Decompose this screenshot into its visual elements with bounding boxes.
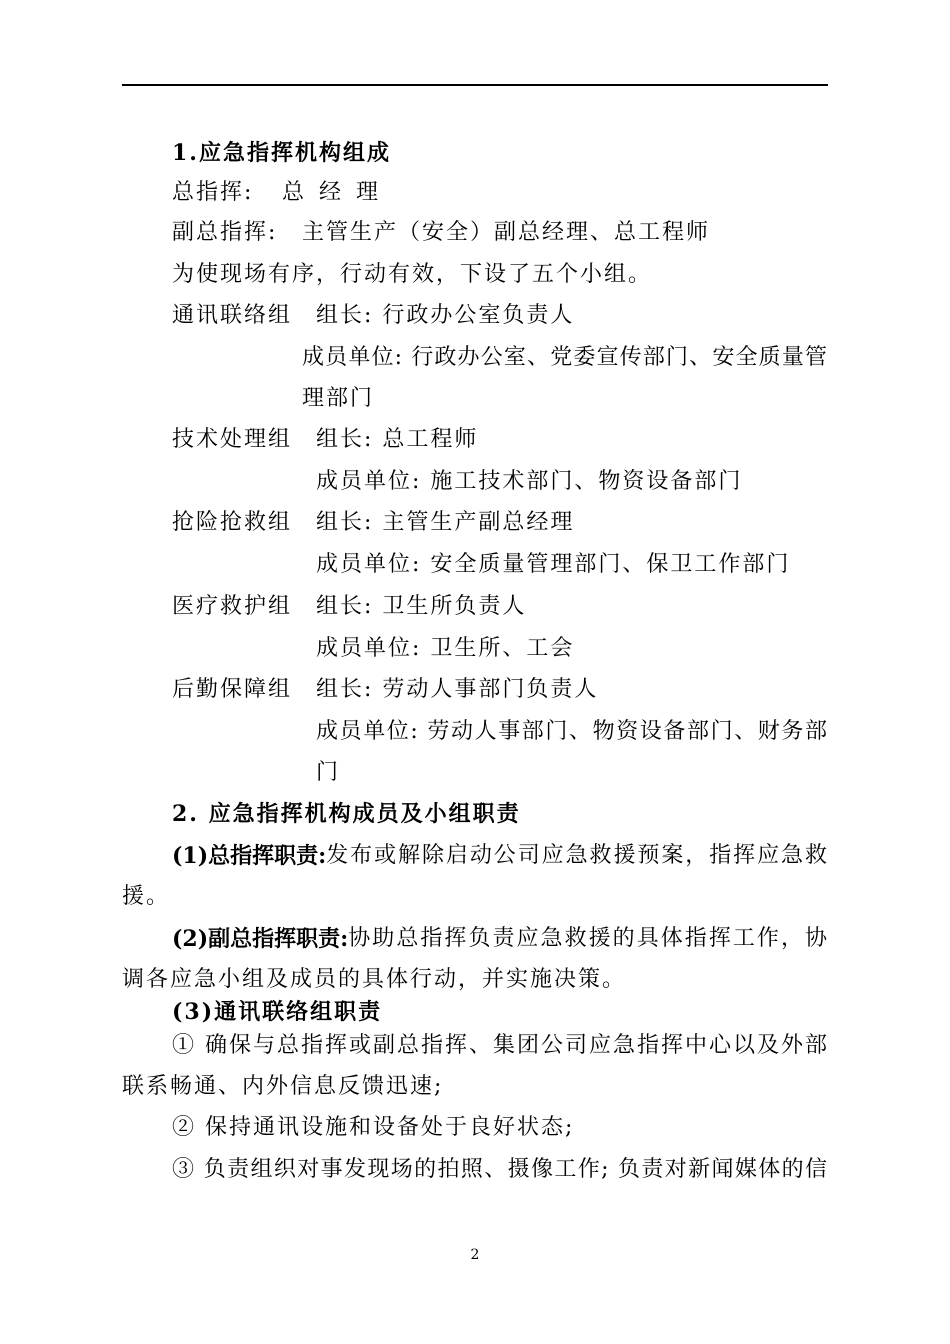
duty-item: ② 保持通讯设施和设备处于良好状态;	[172, 1115, 575, 1140]
subsection-heading: (3)通讯联络组职责	[172, 999, 383, 1025]
group-leader: 组长: 总工程师	[316, 427, 479, 452]
group-members: 成员单位: 卫生所、工会	[316, 636, 575, 661]
deputy-value: 主管生产（安全）副总经理、总工程师	[302, 220, 711, 245]
header-rule	[122, 84, 828, 86]
duty-text: 协助总指挥负责应急救援的具体指挥工作，协	[348, 926, 828, 951]
duty-item: ③ 负责组织对事发现场的拍照、摄像工作; 负责对新闻媒体的信	[172, 1157, 828, 1182]
group-name: 通讯联络组	[172, 303, 293, 328]
duty-label: (2)副总指挥职责:	[172, 926, 349, 952]
group-name: 技术处理组	[172, 427, 293, 452]
duty-item-continued: 联系畅通、内外信息反馈迅速;	[122, 1074, 444, 1099]
deputy-label: 副总指挥:	[172, 220, 278, 245]
group-name: 抢险抢救组	[172, 510, 293, 535]
section-heading: 2. 应急指挥机构成员及小组职责	[172, 801, 521, 827]
group-leader: 组长: 主管生产副总经理	[316, 510, 575, 535]
duty-paragraph	[172, 841, 828, 871]
group-name: 后勤保障组	[172, 677, 293, 702]
page-number: 2	[470, 1247, 480, 1263]
group-members: 成员单位: 安全质量管理部门、保卫工作部门	[316, 552, 791, 577]
duty-item: ① 确保与总指挥或副总指挥、集团公司应急指挥中心以及外部	[172, 1033, 828, 1058]
group-members: 成员单位: 行政办公室、党委宣传部门、安全质量管	[302, 345, 828, 370]
commander-label: 总指挥:	[172, 180, 254, 205]
duty-text-continued: 调各应急小组及成员的具体行动，并实施决策。	[122, 967, 627, 992]
duty-label: (1)总指挥职责:	[172, 843, 327, 869]
section-heading: 1.应急指挥机构组成	[172, 140, 391, 166]
duty-text-continued: 援。	[122, 884, 171, 909]
group-leader: 组长: 行政办公室负责人	[316, 303, 575, 328]
intro-text: 为使现场有序，行动有效，下设了五个小组。	[172, 262, 653, 287]
group-leader: 组长: 劳动人事部门负责人	[316, 677, 599, 702]
group-name: 医疗救护组	[172, 594, 293, 619]
group-members-continued: 门	[316, 760, 341, 785]
duty-text: 发布或解除启动公司应急救援预案，指挥应急救	[326, 843, 828, 868]
commander-value: 总 经 理	[282, 180, 382, 205]
group-members: 成员单位: 施工技术部门、物资设备部门	[316, 469, 743, 494]
group-leader: 组长: 卫生所负责人	[316, 594, 527, 619]
group-members-continued: 理部门	[302, 386, 375, 411]
duty-paragraph	[172, 924, 828, 954]
group-members: 成员单位: 劳动人事部门、物资设备部门、财务部	[316, 719, 828, 744]
